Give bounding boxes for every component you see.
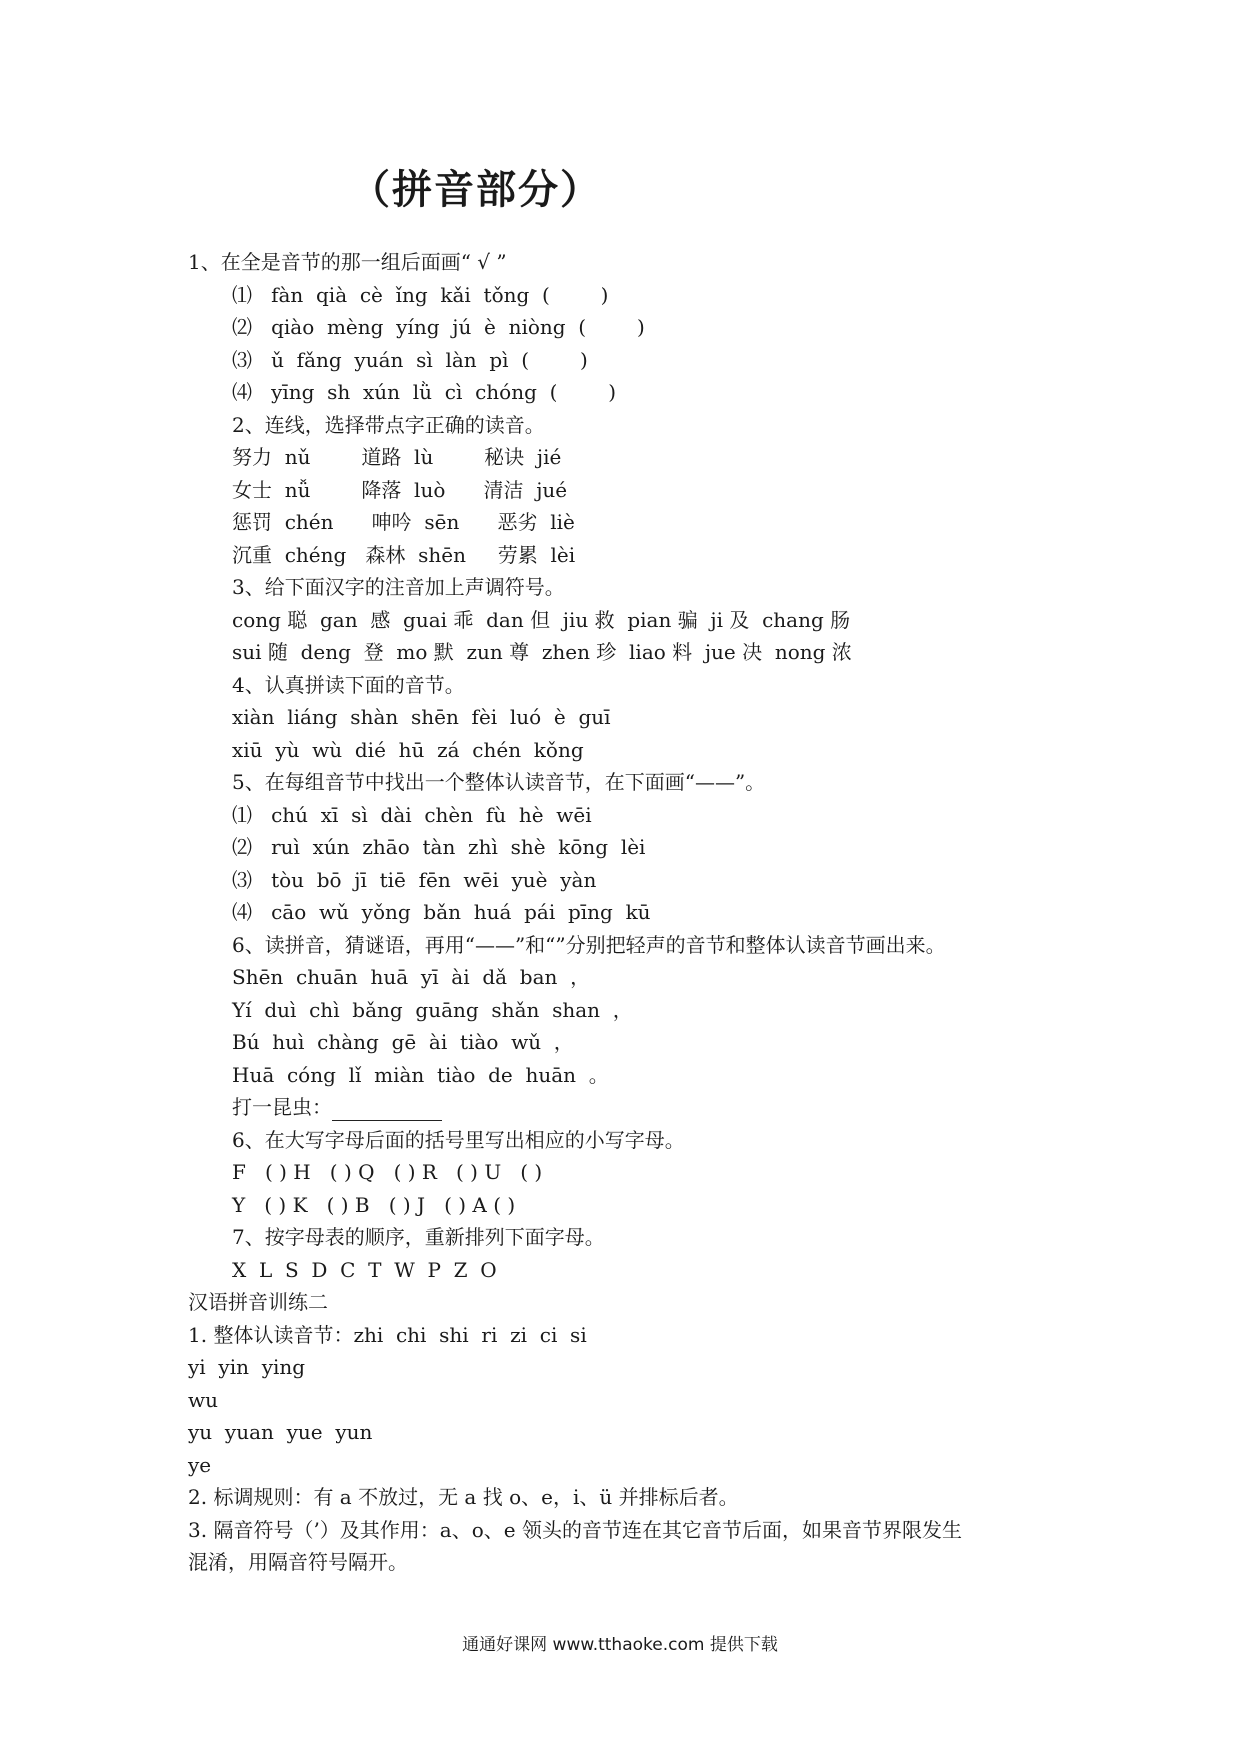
text-line <box>188 1418 372 1446</box>
text-line <box>232 281 608 309</box>
line-text: Bú huì chàng gē ài tiào wǔ ， <box>232 1030 574 1054</box>
line-text: X L S D C T W P Z O <box>232 1258 497 1282</box>
line-text: Huā cóng lǐ miàn tiào de huān 。 <box>232 1063 609 1087</box>
line-text: Shēn chuān huā yī ài dǎ ban ， <box>232 965 591 989</box>
text-line <box>232 963 590 991</box>
text-line <box>232 898 651 926</box>
text-line <box>232 541 575 569</box>
line-text: 3. 隔音符号（’）及其作用：a、o、e 领头的音节连在其它音节后面，如果音节界限发生 <box>188 1518 962 1542</box>
text-line <box>232 638 852 666</box>
line-text: 1. 整体认读音节：zhi chi shi ri zi ci si <box>188 1323 587 1347</box>
line-text: xiàn liáng shàn shēn fèi luó è guī <box>232 705 611 729</box>
line-text: yi yin ying <box>188 1355 306 1379</box>
text-line <box>188 1386 218 1414</box>
line-text: 4、认真拼读下面的音节。 <box>232 673 465 697</box>
page-title: （拼音部分） <box>350 167 602 213</box>
line-text: 打一昆虫： <box>232 1095 332 1119</box>
text-line <box>232 768 765 796</box>
line-text: ⑵ qiào mèng yíng jú è niòng ( ) <box>232 315 645 339</box>
text-line <box>188 1321 587 1349</box>
line-text: ⑷ cāo wǔ yǒng bǎn huá pái pīng kū <box>232 900 651 924</box>
line-text: wu <box>188 1388 218 1412</box>
line-text: 3、给下面汉字的注音加上声调符号。 <box>232 575 565 599</box>
line-text: 6、读拼音，猜谜语，再用“——”和“”分别把轻声的音节和整体认读音节画出来。 <box>232 933 946 957</box>
text-line <box>232 703 611 731</box>
page-footer: 通通好课网 www.tthaoke.com 提供下载 <box>462 1635 778 1655</box>
line-text: xiū yù wù dié hū zá chén kǒng <box>232 738 584 762</box>
answer-blank[interactable] <box>332 1100 442 1121</box>
text-line <box>232 671 465 699</box>
text-line <box>232 1028 574 1056</box>
line-text: 2、连线，选择带点字正确的读音。 <box>232 413 545 437</box>
line-text: 1、在全是音节的那一组后面画“ √ ” <box>188 250 507 274</box>
line-text: sui 随 deng 登 mo 默 zun 尊 zhen 珍 liao 料 jue 决 nong 浓 <box>232 640 852 664</box>
line-text: 汉语拼音训练二 <box>188 1290 328 1314</box>
text-line <box>232 1223 605 1251</box>
text-line <box>232 931 946 959</box>
line-text: 沉重 chéng 森林 shēn 劳累 lèi <box>232 543 576 567</box>
text-line <box>232 346 588 374</box>
text-line <box>232 508 575 536</box>
text-line <box>232 833 645 861</box>
text-line <box>232 476 567 504</box>
text-line <box>232 801 592 829</box>
line-text: F ( ) H ( ) Q ( ) R ( ) U ( ) <box>232 1160 543 1184</box>
line-text: ⑴ chú xī sì dài chèn fù hè wēi <box>232 803 592 827</box>
text-line <box>188 1516 962 1544</box>
line-text: ⑶ ǔ fǎng yuán sì làn pì ( ) <box>232 348 588 372</box>
text-line <box>232 378 616 406</box>
line-text: ⑵ ruì xún zhāo tàn zhì shè kōng lèi <box>232 835 646 859</box>
text-line <box>232 1126 685 1154</box>
text-line <box>232 736 584 764</box>
text-line <box>188 1548 408 1576</box>
text-line <box>232 1093 442 1121</box>
text-line <box>232 1191 515 1219</box>
text-line <box>232 443 561 471</box>
text-line <box>188 1451 211 1479</box>
text-line <box>232 606 850 634</box>
line-text: ⑶ tòu bō jī tiē fēn wēi yuè yàn <box>232 868 597 892</box>
line-text: ⑴ fàn qià cè ǐng kǎi tǒng ( ) <box>232 283 609 307</box>
line-text: 努力 nǔ 道路 lù 秘诀 jié <box>232 445 562 469</box>
line-text: ye <box>188 1453 212 1477</box>
line-text: Yí duì chì bǎng guāng shǎn shan ， <box>232 998 633 1022</box>
line-text: 6、在大写字母后面的括号里写出相应的小写字母。 <box>232 1128 685 1152</box>
line-text: cong 聪 gan 感 guai 乖 dan 但 jiu 救 pian 骗 ji 及 chang 肠 <box>232 608 851 632</box>
line-text: 2. 标调规则：有 a 不放过，无 a 找 o、e，i、ü 并排标后者。 <box>188 1485 739 1509</box>
text-line <box>232 866 596 894</box>
line-text: ⑷ yīng sh xún lǜ cì chóng ( ) <box>232 380 617 404</box>
text-line <box>188 1353 305 1381</box>
text-line <box>232 996 633 1024</box>
text-line <box>232 1061 609 1089</box>
line-text: 惩罚 chén 呻吟 sēn 恶劣 liè <box>232 510 575 534</box>
text-line <box>232 573 565 601</box>
text-line <box>188 1483 739 1511</box>
text-line <box>188 248 507 276</box>
line-text: yu yuan yue yun <box>188 1420 373 1444</box>
line-text: 混淆，用隔音符号隔开。 <box>188 1550 408 1574</box>
line-text: Y ( ) K ( ) B ( ) J ( ) A ( ) <box>232 1193 516 1217</box>
text-line <box>232 313 645 341</box>
text-line <box>232 1158 542 1186</box>
line-text: 5、在每组音节中找出一个整体认读音节，在下面画“——”。 <box>232 770 766 794</box>
line-text: 7、按字母表的顺序，重新排列下面字母。 <box>232 1225 605 1249</box>
text-line <box>188 1288 328 1316</box>
line-text: 女士 nǚ 降落 luò 清洁 jué <box>232 478 568 502</box>
text-line <box>232 411 545 439</box>
text-line <box>232 1256 497 1284</box>
